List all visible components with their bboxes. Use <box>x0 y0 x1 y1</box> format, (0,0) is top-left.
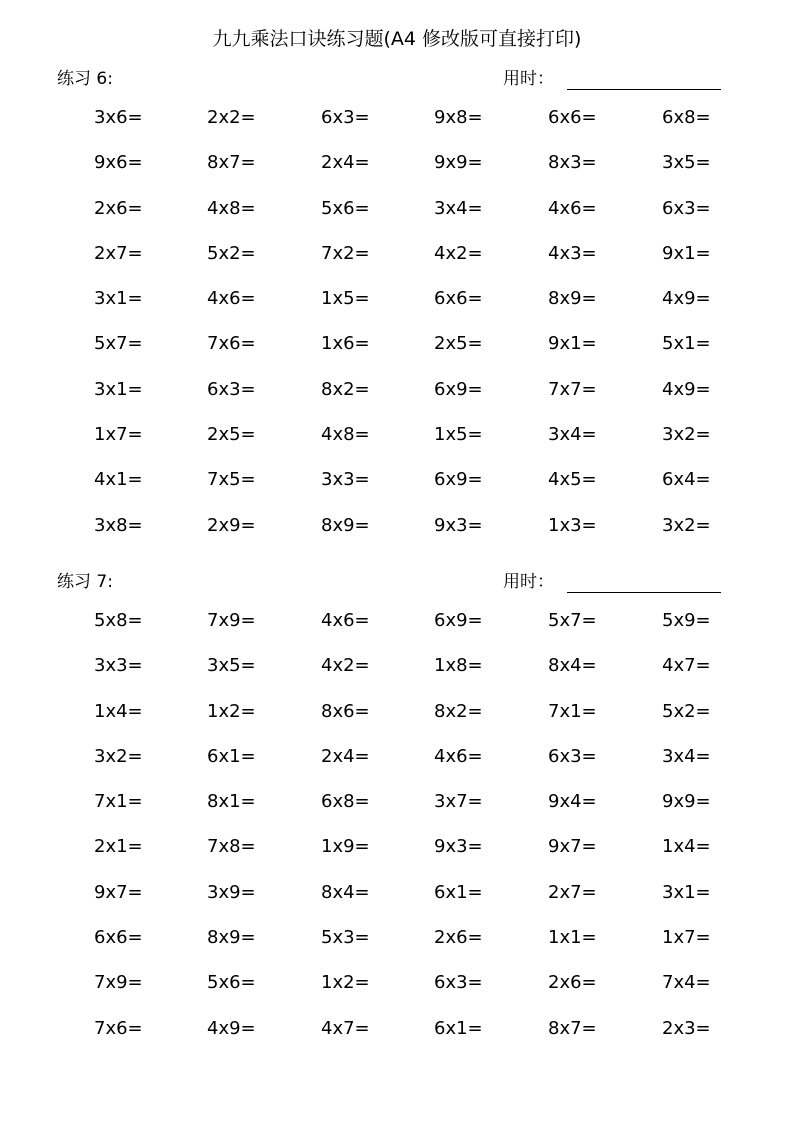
problem-row <box>0 422 794 467</box>
problem-item: 4x6= <box>207 288 256 310</box>
problem-item: 3x5= <box>207 655 256 677</box>
problem-item: 2x4= <box>321 152 370 174</box>
problem-item: 4x6= <box>548 197 597 219</box>
problem-item: 9x4= <box>548 791 597 813</box>
problem-item: 6x6= <box>434 288 483 310</box>
problem-row <box>0 608 794 653</box>
problem-item: 8x1= <box>207 791 256 813</box>
problem-item: 6x6= <box>94 927 143 949</box>
problem-item: 4x6= <box>321 610 370 631</box>
problem-item: 3x4= <box>548 424 597 446</box>
problem-item: 2x4= <box>321 745 370 767</box>
problem-item: 3x6= <box>94 107 143 128</box>
problem-item: 9x3= <box>434 514 483 536</box>
problem-item: 1x2= <box>207 700 256 722</box>
problem-item: 5x7= <box>94 333 143 355</box>
problem-item: 2x6= <box>548 972 597 994</box>
problem-row <box>0 789 794 834</box>
problem-item: 2x2= <box>207 107 256 128</box>
problem-item: 4x3= <box>548 242 597 264</box>
page-title: 九九乘法口诀练习题(A4 修改版可直接打印) <box>212 28 582 50</box>
problem-item: 7x6= <box>94 1017 143 1039</box>
problem-item: 2x5= <box>434 333 483 355</box>
problem-item: 5x2= <box>662 700 711 722</box>
problem-item: 7x7= <box>548 378 597 400</box>
problem-row <box>0 1016 794 1061</box>
problem-item: 1x7= <box>662 927 711 949</box>
exercise-7 <box>0 570 794 1039</box>
problem-item: 7x6= <box>207 333 256 355</box>
problem-item: 5x6= <box>321 197 370 219</box>
problem-row <box>0 241 794 286</box>
problem-item: 8x4= <box>548 655 597 677</box>
problem-item: 8x2= <box>434 700 483 722</box>
problem-item: 2x6= <box>94 197 143 219</box>
problem-item: 6x1= <box>434 881 483 903</box>
exercise-header <box>0 67 794 93</box>
problem-item: 6x3= <box>321 107 370 128</box>
exercise-label: 练习 6: <box>57 69 113 89</box>
problem-item: 6x9= <box>434 610 483 631</box>
problem-row <box>0 653 794 698</box>
problem-item: 1x3= <box>548 514 597 536</box>
problem-row <box>0 699 794 744</box>
problem-item: 9x7= <box>94 881 143 903</box>
problem-item: 7x9= <box>207 610 256 631</box>
problem-grid <box>0 105 794 558</box>
problem-item: 2x7= <box>548 881 597 903</box>
problem-item: 9x1= <box>548 333 597 355</box>
problem-item: 7x4= <box>662 972 711 994</box>
problem-item: 8x9= <box>548 288 597 310</box>
problem-item: 3x4= <box>662 745 711 767</box>
exercise-label: 练习 7: <box>57 572 113 592</box>
problem-item: 7x1= <box>94 791 143 813</box>
problem-item: 8x9= <box>321 514 370 536</box>
problem-item: 4x8= <box>207 197 256 219</box>
problem-row <box>0 105 794 150</box>
time-answer-line <box>567 89 721 90</box>
problem-item: 8x6= <box>321 700 370 722</box>
problem-item: 3x1= <box>94 378 143 400</box>
problem-row <box>0 970 794 1015</box>
problem-item: 1x8= <box>434 655 483 677</box>
problem-item: 5x1= <box>662 333 711 355</box>
problem-item: 1x9= <box>321 836 370 858</box>
problem-row <box>0 744 794 789</box>
problem-item: 6x8= <box>321 791 370 813</box>
time-label: 用时： <box>503 572 554 592</box>
problem-item: 6x9= <box>434 378 483 400</box>
problem-item: 4x7= <box>321 1017 370 1039</box>
problem-item: 8x9= <box>207 927 256 949</box>
problem-item: 3x8= <box>94 514 143 536</box>
problem-item: 3x2= <box>94 745 143 767</box>
problem-item: 7x9= <box>94 972 143 994</box>
problem-item: 1x4= <box>94 700 143 722</box>
problem-item: 4x6= <box>434 745 483 767</box>
problem-item: 9x8= <box>434 107 483 128</box>
problem-grid <box>0 608 794 1061</box>
problem-item: 6x3= <box>548 745 597 767</box>
problem-item: 8x7= <box>548 1017 597 1039</box>
problem-item: 9x9= <box>662 791 711 813</box>
problem-item: 3x3= <box>94 655 143 677</box>
problem-item: 3x2= <box>662 424 711 446</box>
problem-item: 8x7= <box>207 152 256 174</box>
problem-row <box>0 925 794 970</box>
problem-item: 4x8= <box>321 424 370 446</box>
problem-row <box>0 834 794 879</box>
problem-item: 5x6= <box>207 972 256 994</box>
problem-item: 9x7= <box>548 836 597 858</box>
problem-item: 2x5= <box>207 424 256 446</box>
problem-item: 8x3= <box>548 152 597 174</box>
problem-item: 3x1= <box>662 881 711 903</box>
problem-item: 5x7= <box>548 610 597 631</box>
problem-item: 2x3= <box>662 1017 711 1039</box>
problem-item: 5x2= <box>207 242 256 264</box>
problem-item: 9x9= <box>434 152 483 174</box>
problem-item: 3x3= <box>321 469 370 491</box>
problem-item: 9x6= <box>94 152 143 174</box>
problem-item: 7x2= <box>321 242 370 264</box>
problem-item: 6x8= <box>662 107 711 128</box>
problem-item: 6x1= <box>434 1017 483 1039</box>
problem-item: 4x2= <box>434 242 483 264</box>
problem-row <box>0 513 794 558</box>
exercise-6 <box>0 67 794 536</box>
problem-item: 1x4= <box>662 836 711 858</box>
problem-item: 1x5= <box>434 424 483 446</box>
problem-item: 6x4= <box>662 469 711 491</box>
problem-row <box>0 331 794 376</box>
time-label: 用时： <box>503 69 554 89</box>
problem-item: 1x5= <box>321 288 370 310</box>
exercise-header <box>0 570 794 596</box>
problem-item: 5x8= <box>94 610 143 631</box>
problem-item: 8x4= <box>321 881 370 903</box>
problem-item: 7x5= <box>207 469 256 491</box>
time-answer-line <box>567 592 721 593</box>
problem-item: 4x7= <box>662 655 711 677</box>
problem-row <box>0 880 794 925</box>
problem-row <box>0 286 794 331</box>
problem-item: 7x8= <box>207 836 256 858</box>
problem-item: 2x9= <box>207 514 256 536</box>
problem-row <box>0 196 794 241</box>
problem-item: 6x6= <box>548 107 597 128</box>
problem-item: 6x3= <box>662 197 711 219</box>
problem-item: 3x4= <box>434 197 483 219</box>
problem-item: 7x1= <box>548 700 597 722</box>
problem-item: 4x2= <box>321 655 370 677</box>
problem-item: 3x7= <box>434 791 483 813</box>
problem-item: 4x9= <box>207 1017 256 1039</box>
problem-row <box>0 150 794 195</box>
problem-item: 1x6= <box>321 333 370 355</box>
problem-item: 6x3= <box>434 972 483 994</box>
problem-item: 1x7= <box>94 424 143 446</box>
problem-item: 2x6= <box>434 927 483 949</box>
problem-item: 4x9= <box>662 378 711 400</box>
problem-item: 4x9= <box>662 288 711 310</box>
problem-item: 2x7= <box>94 242 143 264</box>
problem-item: 1x2= <box>321 972 370 994</box>
problem-item: 3x2= <box>662 514 711 536</box>
problem-item: 4x1= <box>94 469 143 491</box>
problem-item: 3x5= <box>662 152 711 174</box>
problem-item: 9x3= <box>434 836 483 858</box>
problem-item: 9x1= <box>662 242 711 264</box>
problem-item: 2x1= <box>94 836 143 858</box>
problem-item: 4x5= <box>548 469 597 491</box>
problem-item: 5x3= <box>321 927 370 949</box>
problem-item: 8x2= <box>321 378 370 400</box>
problem-item: 3x1= <box>94 288 143 310</box>
problem-row <box>0 377 794 422</box>
problem-item: 6x3= <box>207 378 256 400</box>
problem-item: 5x9= <box>662 610 711 631</box>
problem-row <box>0 467 794 512</box>
problem-item: 6x1= <box>207 745 256 767</box>
problem-item: 6x9= <box>434 469 483 491</box>
problem-item: 1x1= <box>548 927 597 949</box>
problem-item: 3x9= <box>207 881 256 903</box>
